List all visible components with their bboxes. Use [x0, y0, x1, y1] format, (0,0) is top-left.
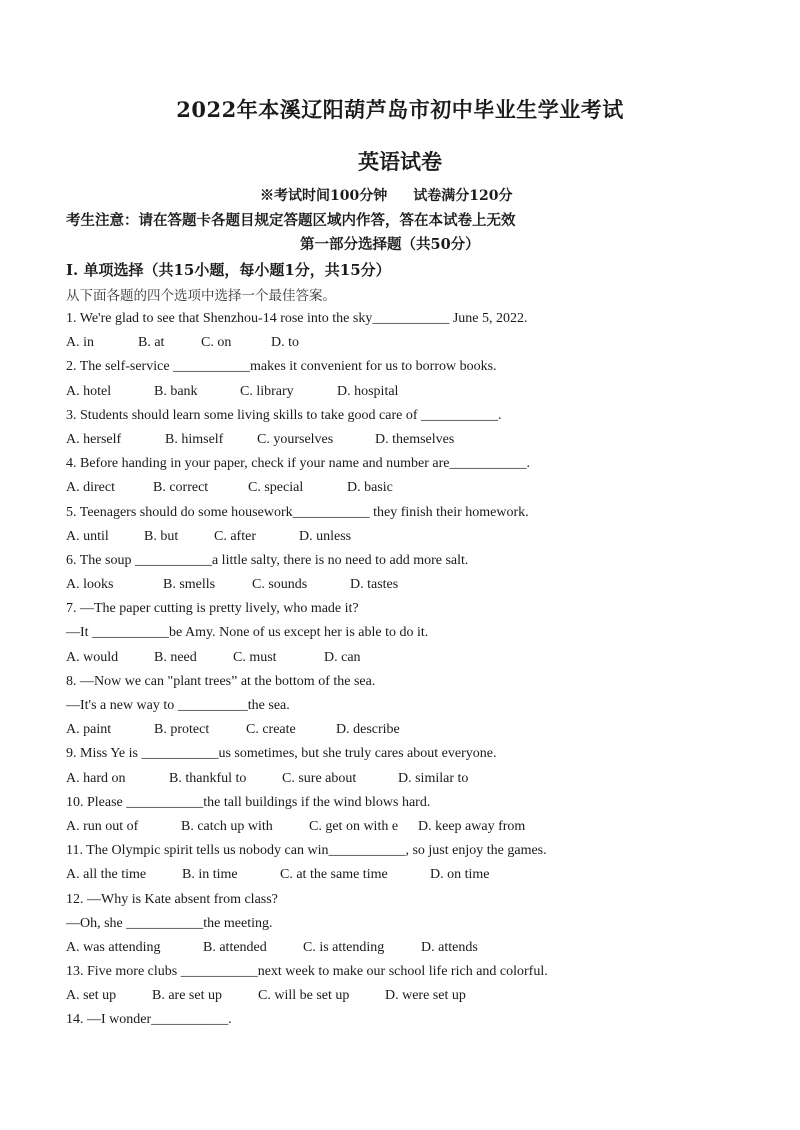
- option-b: B. in time: [182, 867, 238, 883]
- exam-meta: [260, 185, 512, 205]
- option-a: A. all the time: [66, 867, 147, 883]
- option-c: C. on: [201, 335, 232, 351]
- option-d: D. describe: [336, 722, 400, 738]
- option-a: A. until: [66, 528, 109, 544]
- option-b: B. attended: [203, 939, 267, 955]
- question-14-stem: 14. —I wonder___________.: [66, 1012, 232, 1028]
- question-11-options: [66, 863, 766, 887]
- option-a: A. herself: [66, 431, 122, 447]
- option-a: A. run out of: [66, 818, 139, 834]
- question-9-options: [66, 767, 766, 791]
- option-a: A. in: [66, 335, 94, 351]
- option-a: A. set up: [66, 988, 117, 1004]
- option-b: B. thankful to: [169, 770, 247, 786]
- option-c: C. get on with e: [309, 818, 399, 834]
- option-c: C. library: [240, 383, 294, 399]
- option-d: D. can: [324, 649, 361, 665]
- option-b: B. protect: [154, 722, 210, 738]
- question-12-stem: —Oh, she ___________the meeting.: [66, 915, 273, 931]
- option-b: B. at: [138, 335, 165, 351]
- question-10-options: [66, 815, 766, 839]
- option-b: B. correct: [153, 480, 209, 496]
- option-a: A. would: [66, 649, 119, 665]
- exam-subtitle: 英语试卷: [358, 149, 442, 174]
- option-c: C. must: [233, 649, 277, 665]
- exam-time-info: ※考试时间100分钟: [260, 188, 388, 204]
- question-12-stem: 12. —Why is Kate absent from class?: [66, 891, 278, 907]
- question-7-stem: —It ___________be Amy. None of us except her is able to do it.: [66, 625, 429, 641]
- question-1-stem: 1. We're glad to see that Shenzhou-14 rose into the sky___________ June 5, 2022.: [66, 311, 528, 326]
- question-6-options: [66, 573, 766, 597]
- option-a: A. hotel: [66, 383, 112, 399]
- question-10-stem: 10. Please ___________the tall buildings if the wind blows hard.: [66, 794, 431, 810]
- option-a: A. paint: [66, 722, 112, 738]
- section-instruction: 从下面各题的四个选项中选择一个最佳答案。: [66, 288, 336, 304]
- question-3-stem: 3. Students should learn some living skills to take good care of ___________.: [66, 407, 502, 423]
- option-a: A. looks: [66, 577, 114, 593]
- option-d: D. hospital: [337, 383, 399, 399]
- option-c: C. yourselves: [257, 431, 334, 447]
- question-7-stem: 7. —The paper cutting is pretty lively, who made it?: [66, 601, 359, 617]
- option-d: D. tastes: [350, 577, 399, 593]
- question-2-options: [66, 380, 766, 404]
- option-d: D. keep away from: [418, 818, 526, 834]
- option-c: C. special: [248, 480, 304, 496]
- option-b: B. are set up: [152, 988, 222, 1004]
- option-a: A. was attending: [66, 939, 161, 955]
- option-c: C. sure about: [282, 770, 357, 786]
- question-4-stem: 4. Before handing in your paper, check if your name and number are___________.: [66, 456, 531, 472]
- option-d: D. themselves: [375, 431, 455, 447]
- question-13-stem: 13. Five more clubs ___________next week to make our school life rich and colorful.: [66, 964, 548, 980]
- question-5-stem: 5. Teenagers should do some housework___________ they finish their homework.: [66, 504, 529, 520]
- question-list: [66, 307, 766, 1033]
- exam-title: 2022年本溪辽阳葫芦岛市初中毕业生学业考试: [176, 97, 624, 122]
- question-8-stem: —It's a new way to __________the sea.: [66, 698, 290, 713]
- option-b: B. smells: [163, 577, 216, 593]
- option-b: B. catch up with: [181, 818, 273, 834]
- option-d: D. unless: [299, 528, 352, 544]
- question-11-stem: 11. The Olympic spirit tells us nobody can win___________, so just enjoy the games.: [66, 843, 547, 859]
- option-d: D. to: [271, 335, 299, 351]
- question-12-options: [66, 936, 766, 960]
- option-b: B. but: [144, 528, 179, 544]
- option-d: D. on time: [430, 867, 490, 883]
- question-13-options: [66, 984, 766, 1008]
- option-c: C. sounds: [252, 577, 308, 593]
- question-6-stem: 6. The soup ___________a little salty, there is no need to add more salt.: [66, 552, 469, 568]
- option-a: A. hard on: [66, 770, 126, 786]
- question-4-options: [66, 476, 766, 500]
- option-b: B. himself: [165, 431, 224, 447]
- option-b: B. need: [154, 649, 197, 665]
- option-c: C. at the same time: [280, 867, 388, 883]
- question-3-options: [66, 428, 766, 452]
- option-c: C. create: [246, 722, 296, 738]
- option-c: C. is attending: [303, 939, 385, 955]
- option-c: C. after: [214, 528, 256, 544]
- candidate-notice: 考生注意：请在答题卡各题目规定答题区域内作答，答在本试卷上无效: [66, 212, 516, 229]
- question-8-options: [66, 718, 766, 742]
- question-9-stem: 9. Miss Ye is ___________us sometimes, but she truly cares about everyone.: [66, 746, 497, 762]
- option-a: A. direct: [66, 480, 115, 496]
- question-1-options: [66, 331, 766, 355]
- question-8-stem: 8. —Now we can "plant trees” at the bottom of the sea.: [66, 673, 376, 689]
- option-d: D. were set up: [385, 988, 466, 1004]
- option-d: D. similar to: [398, 770, 469, 786]
- question-5-options: [66, 525, 766, 549]
- question-2-stem: 2. The self-service ___________makes it convenient for us to borrow books.: [66, 359, 497, 375]
- question-7-options: [66, 646, 766, 670]
- option-b: B. bank: [154, 383, 198, 399]
- option-c: C. will be set up: [258, 988, 350, 1004]
- exam-score-info: 试卷满分120分: [413, 188, 513, 204]
- section-heading: I. 单项选择（共15小题，每小题1分，共15分）: [66, 261, 391, 279]
- option-d: D. basic: [347, 480, 393, 496]
- part-heading: 第一部分选择题（共50分）: [300, 236, 480, 253]
- option-d: D. attends: [421, 939, 478, 955]
